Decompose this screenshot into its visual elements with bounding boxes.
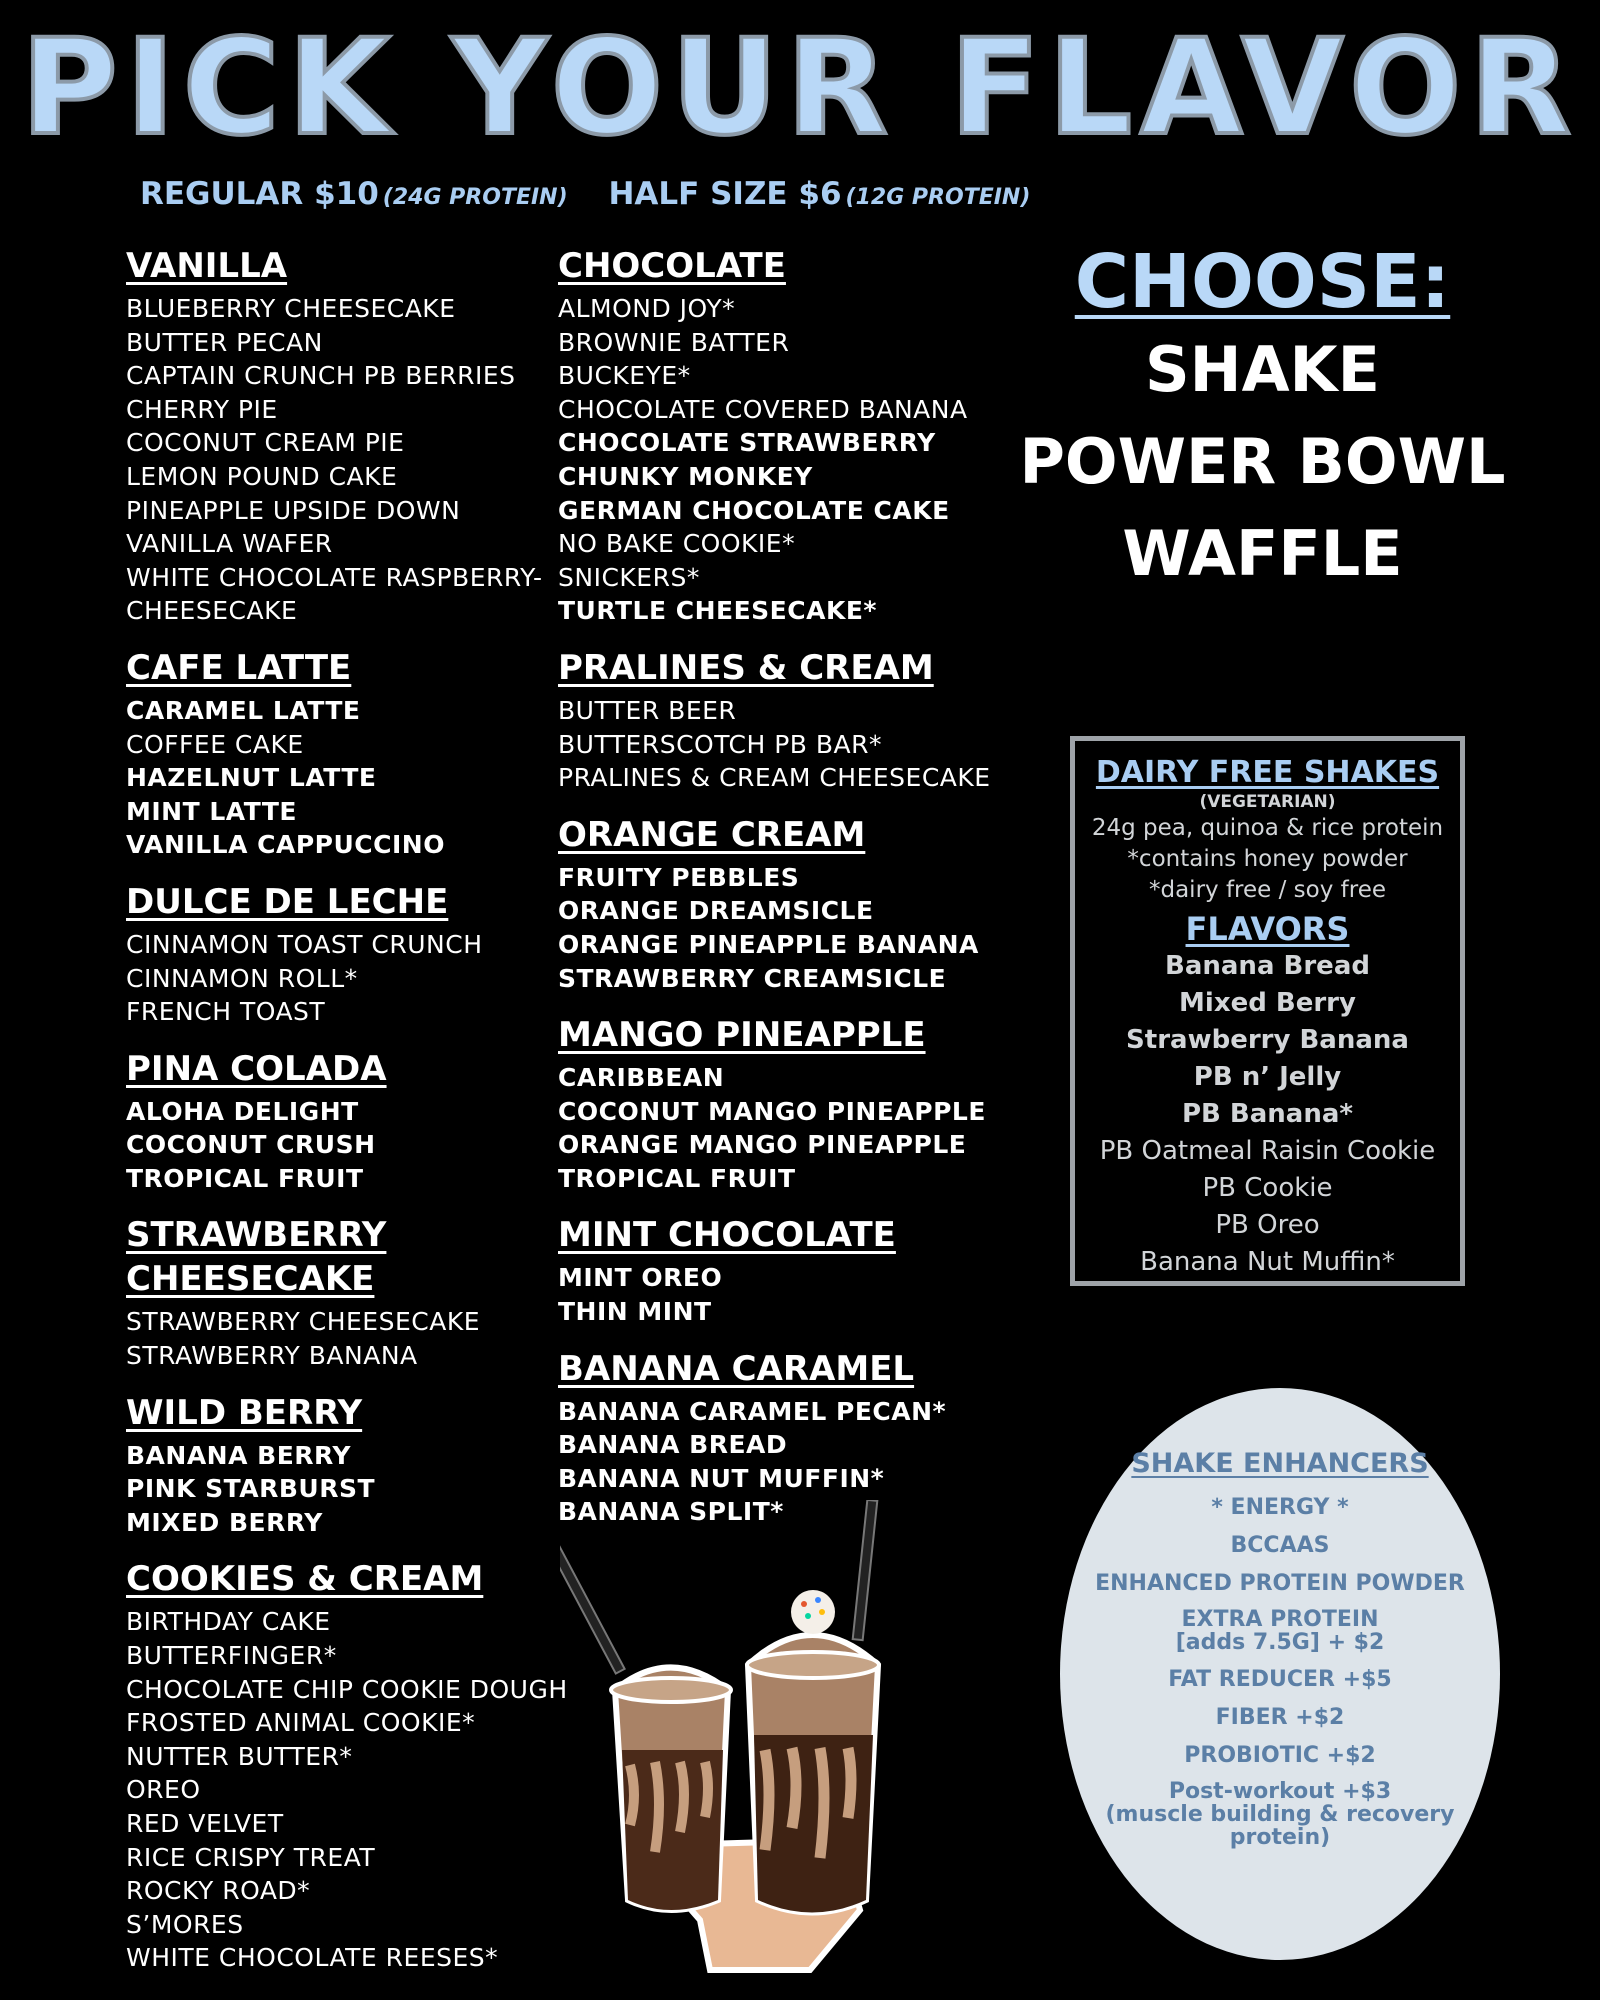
flavor-item: CHUNKY MONKEY xyxy=(558,461,813,491)
flavor-item: ALMOND JOY* xyxy=(558,294,736,323)
dairy-free-line: 24g pea, quinoa & rice protein xyxy=(1091,815,1444,841)
dairy-free-flavor: PB Oatmeal Raisin Cookie xyxy=(1099,1136,1436,1166)
flavor-item: COCONUT MANGO PINEAPPLE xyxy=(558,1096,986,1126)
flavor-item: CINNAMON ROLL* xyxy=(126,963,358,993)
flavor-item: BANANA NUT MUFFIN* xyxy=(558,1463,885,1493)
flavor-item: BANANA SPLIT* xyxy=(558,1497,784,1527)
enhancer-line: BCCAAS xyxy=(1230,1533,1330,1558)
flavor-section-heading: WILD BERRY xyxy=(126,1392,363,1433)
flavor-item: PINK STARBURST xyxy=(126,1474,376,1504)
flavor-item: FRENCH TOAST xyxy=(126,997,326,1027)
flavor-section-cookies-cream xyxy=(126,1557,566,1975)
flavor-item: OREO xyxy=(126,1775,201,1805)
flavor-section-heading: VANILLA xyxy=(126,246,288,286)
flavor-section-dulce-de-leche xyxy=(126,880,566,1029)
flavor-section-heading: ORANGE CREAM xyxy=(558,814,866,855)
enhancer-line: PROBIOTIC +$2 xyxy=(1184,1743,1376,1768)
flavor-item: BANANA BREAD xyxy=(558,1430,788,1460)
choose-heading: CHOOSE: xyxy=(1074,239,1451,325)
enhancer-line: * ENERGY * xyxy=(1211,1495,1349,1520)
flavor-section-heading: PRALINES & CREAM xyxy=(558,647,934,688)
flavor-section-heading: PINA COLADA xyxy=(126,1048,387,1089)
enhancer-line: FIBER +$2 xyxy=(1215,1705,1345,1730)
flavor-item: ORANGE DREAMSICLE xyxy=(558,896,874,926)
flavor-list xyxy=(126,694,566,862)
flavor-item: PRALINES & CREAM CHEESECAKE xyxy=(558,763,991,793)
enhancer-item xyxy=(1060,1572,1500,1596)
dairy-free-flavor: PB Banana* xyxy=(1182,1099,1353,1129)
enhancer-line: [adds 7.5G] + $2 xyxy=(1175,1630,1385,1655)
flavor-item: S’MORES xyxy=(126,1909,244,1939)
dairy-free-flavor: Banana Nut Muffin* xyxy=(1140,1247,1395,1277)
dairy-free-flavor: PB Cookie xyxy=(1202,1173,1333,1203)
enhancer-item xyxy=(1060,1534,1500,1558)
flavor-item: TROPICAL FRUIT xyxy=(126,1163,364,1193)
choose-option-waffle: WAFFLE xyxy=(1122,517,1403,590)
flavor-list xyxy=(126,1305,566,1372)
dairy-free-line: *contains honey powder xyxy=(1127,846,1408,872)
flavor-item: CHOCOLATE COVERED BANANA xyxy=(558,394,968,424)
flavor-list xyxy=(126,1095,566,1196)
flavor-list xyxy=(558,292,1018,628)
flavor-list xyxy=(558,1261,1018,1328)
dairy-free-heading: DAIRY FREE SHAKES xyxy=(1095,755,1440,790)
dairy-free-flavor: Strawberry Banana xyxy=(1126,1025,1409,1055)
enhancer-line: FAT REDUCER +$5 xyxy=(1168,1667,1392,1692)
dairy-free-flavors-heading: FLAVORS xyxy=(1185,910,1350,948)
flavor-list xyxy=(126,292,566,628)
dairy-free-flavor-list xyxy=(1075,948,1460,1281)
flavor-section-mint-chocolate xyxy=(558,1213,1018,1328)
flavor-section-heading: DULCE DE LECHE xyxy=(126,881,449,922)
enhancers-list xyxy=(1060,1496,1500,1849)
flavor-section-heading: STRAWBERRY CHEESECAKE xyxy=(126,1215,387,1300)
dairy-free-flavor: PB Oreo xyxy=(1215,1210,1320,1240)
flavor-list xyxy=(558,861,1018,995)
flavor-item: CINNAMON TOAST CRUNCH xyxy=(126,929,483,959)
flavor-list xyxy=(558,694,1018,795)
flavor-item: PINEAPPLE UPSIDE DOWN xyxy=(126,495,461,525)
flavor-item: NUTTER BUTTER* xyxy=(126,1741,353,1771)
flavor-section-orange-cream xyxy=(558,813,1018,995)
choose-panel xyxy=(990,240,1535,600)
dairy-free-sub: (VEGETARIAN) xyxy=(1199,792,1336,812)
half-protein: (12G PROTEIN) xyxy=(845,185,1031,210)
enhancer-line: protein) xyxy=(1229,1825,1331,1850)
flavor-list xyxy=(126,928,566,1029)
flavor-item: BUTTER PECAN xyxy=(126,327,323,357)
flavor-item: BANANA CARAMEL PECAN* xyxy=(558,1396,947,1426)
flavor-section-strawberry-cheesecake xyxy=(126,1213,566,1372)
flavor-item: TURTLE CHEESECAKE* xyxy=(558,596,877,626)
flavor-section-pralines-cream xyxy=(558,646,1018,795)
flavor-section-cafe-latte xyxy=(126,646,566,862)
flavor-item: THIN MINT xyxy=(558,1297,712,1327)
flavor-item: STRAWBERRY BANANA xyxy=(126,1341,418,1371)
flavor-item: BUTTER BEER xyxy=(558,695,737,725)
flavor-item: MINT OREO xyxy=(558,1263,723,1293)
flavor-section-vanilla xyxy=(126,244,566,628)
flavor-item: CARIBBEAN xyxy=(558,1063,725,1093)
flavor-section-wild-berry xyxy=(126,1391,566,1540)
flavor-list xyxy=(126,1439,566,1540)
flavor-column-left xyxy=(126,244,566,1993)
flavor-item: CHOCOLATE STRAWBERRY xyxy=(558,428,936,458)
flavor-section-chocolate xyxy=(558,244,1018,628)
flavor-item: WHITE CHOCOLATE RASPBERRY- xyxy=(126,562,543,592)
dairy-free-flavor: Mixed Berry xyxy=(1179,988,1356,1018)
flavor-section-heading: CHOCOLATE xyxy=(558,246,786,286)
flavor-column-middle xyxy=(558,244,1018,1547)
flavor-item: COCONUT CREAM PIE xyxy=(126,428,405,458)
regular-price: REGULAR $10 xyxy=(140,176,379,212)
flavor-item: LEMON POUND CAKE xyxy=(126,461,398,491)
enhancer-line: (muscle building & recovery xyxy=(1105,1802,1455,1827)
enhancer-item xyxy=(1060,1780,1500,1849)
flavor-section-heading: CAFE LATTE xyxy=(126,647,352,688)
enhancer-item xyxy=(1060,1744,1500,1768)
half-price: HALF SIZE $6 xyxy=(608,176,842,212)
flavor-item: BUCKEYE* xyxy=(558,361,691,391)
flavor-list xyxy=(126,1605,566,1975)
flavor-item: ROCKY ROAD* xyxy=(126,1876,311,1906)
flavor-item: CHOCOLATE CHIP COOKIE DOUGH xyxy=(126,1674,568,1704)
flavor-item: HAZELNUT LATTE xyxy=(126,763,377,793)
enhancer-item xyxy=(1060,1608,1500,1654)
flavor-item: CHEESECAKE xyxy=(126,596,298,626)
flavor-item: VANILLA CAPPUCCINO xyxy=(126,830,445,860)
flavor-item: STRAWBERRY CREAMSICLE xyxy=(558,963,947,993)
dairy-free-flavor: Banana Bread xyxy=(1165,951,1370,981)
choose-option-power-bowl: POWER BOWL xyxy=(1019,425,1506,498)
milkshake-cups-image xyxy=(560,1500,980,1975)
flavor-item: ALOHA DELIGHT xyxy=(126,1096,359,1126)
price-line xyxy=(140,176,1060,212)
flavor-section-heading: BANANA CARAMEL xyxy=(558,1348,915,1389)
flavor-item: COFFEE CAKE xyxy=(126,729,304,759)
flavor-item: RICE CRISPY TREAT xyxy=(126,1842,376,1872)
enhancers-heading: SHAKE ENHANCERS xyxy=(1131,1448,1429,1479)
enhancer-line: EXTRA PROTEIN xyxy=(1181,1607,1379,1632)
page-title: PICK YOUR FLAVOR xyxy=(20,11,1580,165)
enhancer-line: ENHANCED PROTEIN POWDER xyxy=(1095,1571,1465,1596)
shake-enhancers-oval xyxy=(1060,1388,1500,1960)
flavor-section-pina-colada xyxy=(126,1047,566,1196)
flavor-item: COCONUT CRUSH xyxy=(126,1130,376,1160)
flavor-item: ORANGE MANGO PINEAPPLE xyxy=(558,1130,967,1160)
flavor-item: BUTTERFINGER* xyxy=(126,1641,337,1671)
flavor-section-heading: MINT CHOCOLATE xyxy=(558,1215,896,1256)
flavor-item: SNICKERS* xyxy=(558,562,700,592)
flavor-section-mango-pineapple xyxy=(558,1013,1018,1195)
enhancer-item xyxy=(1060,1496,1500,1520)
dairy-free-box xyxy=(1070,736,1465,1286)
dairy-free-line: *dairy free / soy free xyxy=(1148,877,1386,903)
flavor-item: CAPTAIN CRUNCH PB BERRIES xyxy=(126,361,516,391)
flavor-item: BIRTHDAY CAKE xyxy=(126,1607,331,1637)
enhancer-item xyxy=(1060,1706,1500,1730)
regular-protein: (24G PROTEIN) xyxy=(382,185,568,210)
flavor-item: GERMAN CHOCOLATE CAKE xyxy=(558,495,950,525)
dairy-free-flavor: PB n’ Jelly xyxy=(1193,1062,1342,1092)
flavor-item: BUTTERSCOTCH PB BAR* xyxy=(558,729,883,759)
flavor-item: FROSTED ANIMAL COOKIE* xyxy=(126,1708,476,1738)
flavor-item: BROWNIE BATTER xyxy=(558,327,790,357)
flavor-item: WHITE CHOCOLATE REESES* xyxy=(126,1943,499,1973)
flavor-item: NO BAKE COOKIE* xyxy=(558,529,796,559)
enhancer-line: Post-workout +$3 xyxy=(1168,1779,1392,1804)
flavor-item: BLUEBERRY CHEESECAKE xyxy=(126,294,456,323)
flavor-item: TROPICAL FRUIT xyxy=(558,1163,796,1193)
flavor-item: CARAMEL LATTE xyxy=(126,695,361,725)
enhancer-item xyxy=(1060,1668,1500,1692)
flavor-item: CHERRY PIE xyxy=(126,394,278,424)
flavor-item: BANANA BERRY xyxy=(126,1440,352,1470)
flavor-item: MINT LATTE xyxy=(126,796,297,826)
flavor-item: MIXED BERRY xyxy=(126,1507,323,1537)
choose-option-shake: SHAKE xyxy=(1145,333,1380,406)
flavor-item: STRAWBERRY CHEESECAKE xyxy=(126,1307,481,1337)
flavor-item: FRUITY PEBBLES xyxy=(558,862,800,892)
flavor-section-heading: COOKIES & CREAM xyxy=(126,1559,484,1600)
flavor-item: RED VELVET xyxy=(126,1809,284,1838)
flavor-item: ORANGE PINEAPPLE BANANA xyxy=(558,929,979,959)
flavor-section-heading: MANGO PINEAPPLE xyxy=(558,1015,926,1056)
flavor-item: VANILLA WAFER xyxy=(126,529,333,559)
flavor-list xyxy=(558,1061,1018,1195)
